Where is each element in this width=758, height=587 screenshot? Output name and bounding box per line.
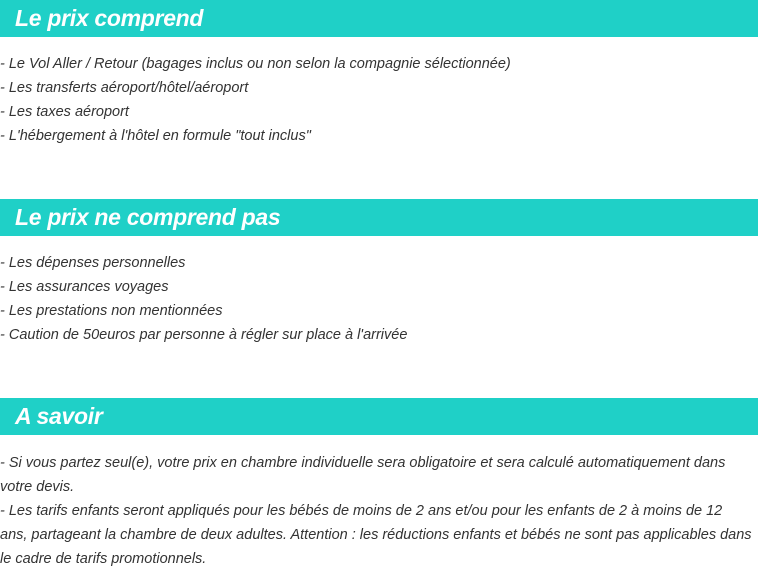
list-item: - Les taxes aéroport — [0, 104, 129, 120]
section-banner — [0, 398, 758, 435]
section-title: Le prix comprend — [15, 5, 204, 31]
section-title: Le prix ne comprend pas — [15, 204, 281, 230]
section-banner — [0, 199, 758, 236]
list-item: - Les dépenses personnelles — [0, 255, 186, 271]
section-good-to-know — [0, 398, 758, 571]
excludes-list — [0, 251, 758, 347]
section-title: A savoir — [15, 403, 103, 429]
info-paragraph: - Les tarifs enfants seront appliqués pour les bébés de moins de 2 ans et/ou pour les enfants de 2 à moins de 12 ans, partageant la chambre de deux adultes. Attention : les réductions enfants et bébés ne sont pas applicables dans le cadre de tarifs promotionnels. — [0, 503, 752, 567]
info-paragraph: - Si vous partez seul(e), votre prix en chambre individuelle sera obligatoire et sera calculé automatiquement dans votre devis. — [0, 455, 726, 495]
section-banner — [0, 0, 758, 37]
includes-list — [0, 52, 758, 148]
list-item: - Les transferts aéroport/hôtel/aéroport — [0, 80, 249, 96]
section-price-excludes — [0, 199, 758, 347]
section-price-includes — [0, 0, 758, 148]
list-item: - L'hébergement à l'hôtel en formule "tout inclus" — [0, 128, 311, 144]
list-item: - Le Vol Aller / Retour (bagages inclus ou non selon la compagnie sélectionnée) — [0, 56, 511, 72]
list-item: - Caution de 50euros par personne à régler sur place à l'arrivée — [0, 327, 408, 343]
info-paragraphs — [0, 451, 758, 571]
list-item: - Les assurances voyages — [0, 279, 169, 295]
list-item: - Les prestations non mentionnées — [0, 303, 223, 319]
